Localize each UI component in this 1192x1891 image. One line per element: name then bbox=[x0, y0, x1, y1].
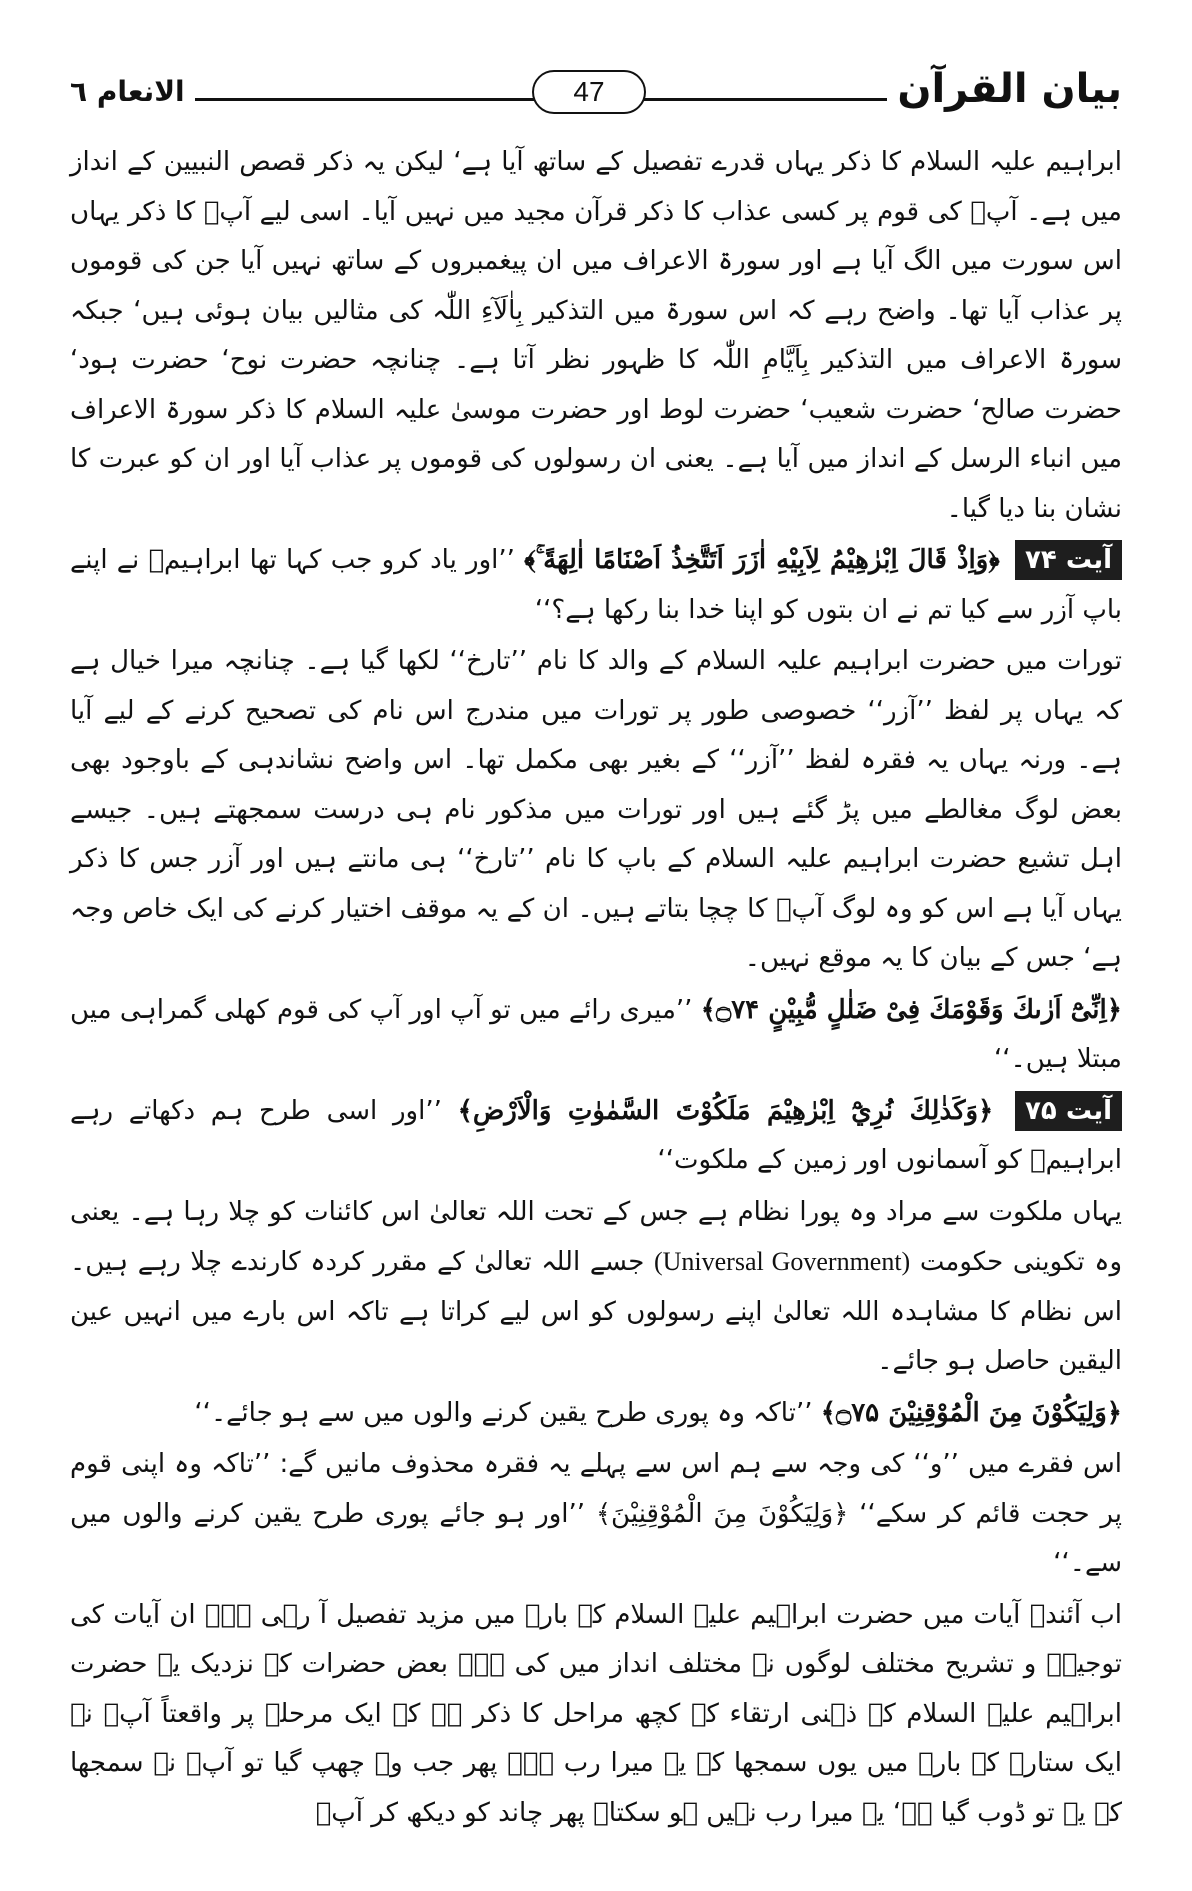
verse-label: آیت ۷۵ bbox=[1015, 1091, 1122, 1131]
verse-74-continuation bbox=[70, 986, 1122, 1085]
paragraph-commentary-malakut bbox=[70, 1188, 1122, 1387]
book-title: بیان القرآن bbox=[887, 64, 1122, 114]
surah-name: الانعام ٦ bbox=[70, 72, 195, 112]
paragraph-commentary-upcoming bbox=[70, 1591, 1122, 1839]
paragraph-text: ابراہیم علیہ السلام کا ذکر یہاں قدرے تفصیل کے ساتھ آیا ہے‘ لیکن یہ ذکر قصص النبیین کے انداز میں ہے۔ آپؑ کی قوم پر کسی عذاب کا ذکر قرآن مجید میں نہیں آیا۔ اسی لیے آپؑ کا ذکر یہاں اس سورت میں الگ آیا ہے اور سورۃ الاعراف میں ان پیغمبروں کے ساتھ نہیں آیا جن کی قوموں پر عذاب آیا تھا۔ واضح رہے کہ اس سورۃ میں التذکیر بِاٰلَآءِ اللّٰہ کی مثالیں بیان ہوئی ہیں‘ جبکہ سورۃ الاعراف میں التذکیر بِاَیَّامِ اللّٰہ کا ظہور نظر آتا ہے۔ چنانچہ حضرت نوح‘ حضرت ہود‘ حضرت صالح‘ حضرت شعیب‘ حضرت لوط اور حضرت موسیٰ علیہ السلام کا ذکر سورۃ الاعراف میں انباء الرسل کے انداز میں آیا ہے۔ یعنی ان رسولوں کی قوموں پر عذاب آیا اور ان کو عبرت کا نشان بنا دیا گیا۔ bbox=[70, 147, 1122, 524]
paragraph-text: جسے اللہ تعالیٰ کے مقرر کردہ کارندے چلا رہے ہیں۔ اس نظام کا مشاہدہ اللہ تعالیٰ اپنے رسولوں کو اس لیے کراتا ہے تاکہ اس بارے میں انہیں عین الیقین حاصل ہو جائے۔ bbox=[70, 1247, 1122, 1376]
quran-verse-text: ﴿وَلِيَكُوْنَ مِنَ الْمُوْقِنِيْنَ ۝۷۵﴾ bbox=[820, 1397, 1122, 1428]
paragraph-commentary-waw bbox=[70, 1440, 1122, 1589]
paragraph-intro bbox=[70, 138, 1122, 534]
verse-75 bbox=[70, 1087, 1122, 1186]
verse-translation: ’’تاکہ وہ پوری طرح یقین کرنے والوں میں سے ہو جائے۔‘‘ bbox=[194, 1397, 813, 1428]
page-content bbox=[70, 138, 1122, 1838]
paragraph-text: تورات میں حضرت ابراہیم علیہ السلام کے والد کا نام ’’تارخ‘‘ لکھا گیا ہے۔ چنانچہ میرا خیال ہے کہ یہاں پر لفظ ’’آزر‘‘ خصوصی طور پر تورات میں مندرج اس نام کی تصحیح کرنے کے لیے آیا ہے۔ ورنہ یہاں یہ فقرہ لفظ ’’آزر‘‘ کے بغیر بھی مکمل تھا۔ اس واضح نشاندہی کے باوجود بھی بعض لوگ مغالطے میں پڑ گئے ہیں اور تورات میں مذکور نام ہی درست سمجھتے ہیں۔ جیسے اہل تشیع حضرت ابراہیم علیہ السلام کے باپ کا نام ’’تارخ‘‘ ہی مانتے ہیں اور آزر جس کا ذکر یہاں آیا ہے اس کو وہ لوگ آپؑ کا چچا بتاتے ہیں۔ ان کے یہ موقف اختیار کرنے کی ایک خاص وجہ ہے‘ جس کے بیان کا یہ موقع نہیں۔ bbox=[70, 646, 1122, 973]
book-page bbox=[70, 60, 1122, 1860]
page-number: 47 bbox=[532, 70, 646, 114]
verse-75-continuation bbox=[70, 1389, 1122, 1439]
verse-label: آیت ۷۴ bbox=[1015, 540, 1122, 580]
paragraph-commentary-azar bbox=[70, 637, 1122, 984]
verse-translation: ’’اور اسی طرح ہم دکھاتے رہے ابراہیمؑ کو آسمانوں اور زمین کے ملکوت‘‘ bbox=[70, 1095, 1122, 1175]
verse-translation: ’’میری رائے میں تو آپ اور آپ کی قوم کھلی گمراہی میں مبتلا ہیں۔‘‘ bbox=[70, 994, 1122, 1074]
verse-translation: ’’اور یاد کرو جب کہا تھا ابراہیمؑ نے اپنے باپ آزر سے کیا تم نے ان بتوں کو اپنا خدا بنا رکھا ہے؟‘‘ bbox=[70, 545, 1122, 625]
quran-verse-text: ﴿اِنِّىْٓ اَرٰىكَ وَقَوْمَكَ فِىْ ضَلٰلٍ مُّبِيْنٍ ۝۷۴﴾ bbox=[700, 994, 1122, 1025]
verse-74 bbox=[70, 536, 1122, 635]
page-header bbox=[70, 60, 1122, 124]
english-term: (Universal Government) bbox=[653, 1247, 911, 1276]
paragraph-text: یہاں ملکوت سے مراد وہ پورا نظام ہے جس کے تحت اللہ تعالیٰ اس کائنات کو چلا رہا ہے۔ یعنی وہ تکوینی حکومت bbox=[70, 1196, 1123, 1277]
paragraph-text: اب آئندہ آیات میں حضرت ابراہیم علیہ السلام کے بارے میں مزید تفصیل آ رہی ہے۔ ان آیات کی توجیہہ و تشریح مختلف لوگوں نے مختلف انداز میں کی ہے۔ بعض حضرات کے نزدیک یہ حضرت ابراہیم علیہ السلام کے ذہنی ارتقاء کے کچھ مراحل کا ذکر ہے کہ ایک مرحلے پر واقعتاً آپؑ نے ایک ستارے کے بارے میں یوں سمجھا کہ یہ میرا رب ہے۔ پھر جب وہ چھپ گیا تو آپؑ نے سمجھا کہ یہ تو ڈوب گیا ہے‘ یہ میرا رب نہیں ہو سکتا۔ پھر چاند کو دیکھ کر آپؑ bbox=[70, 1599, 1122, 1828]
paragraph-text: اس فقرے میں ’’و‘‘ کی وجہ سے ہم اس سے پہلے یہ فقرہ محذوف مانیں گے: ’’تاکہ وہ اپنی قوم پر حجت قائم کر سکے‘‘ ﴿وَلِيَكُوْنَ مِنَ الْمُوْقِنِيْنَ﴾ ’’اور ہو جائے پوری طرح یقین کرنے والوں میں سے۔‘‘ bbox=[70, 1449, 1122, 1578]
quran-verse-text: ﴿وَكَذٰلِكَ نُرِيْٓ اِبْرٰهِيْمَ مَلَكُوْتَ السَّمٰوٰتِ وَالْاَرْضِ﴾ bbox=[457, 1095, 994, 1126]
quran-verse-text: ﴿وَاِذْ قَالَ اِبْرٰهِيْمُ لِاَبِيْهِ اٰزَرَ اَتَتَّخِذُ اَصْنَامًا اٰلِهَةً ۚ﴾ bbox=[524, 545, 1000, 575]
